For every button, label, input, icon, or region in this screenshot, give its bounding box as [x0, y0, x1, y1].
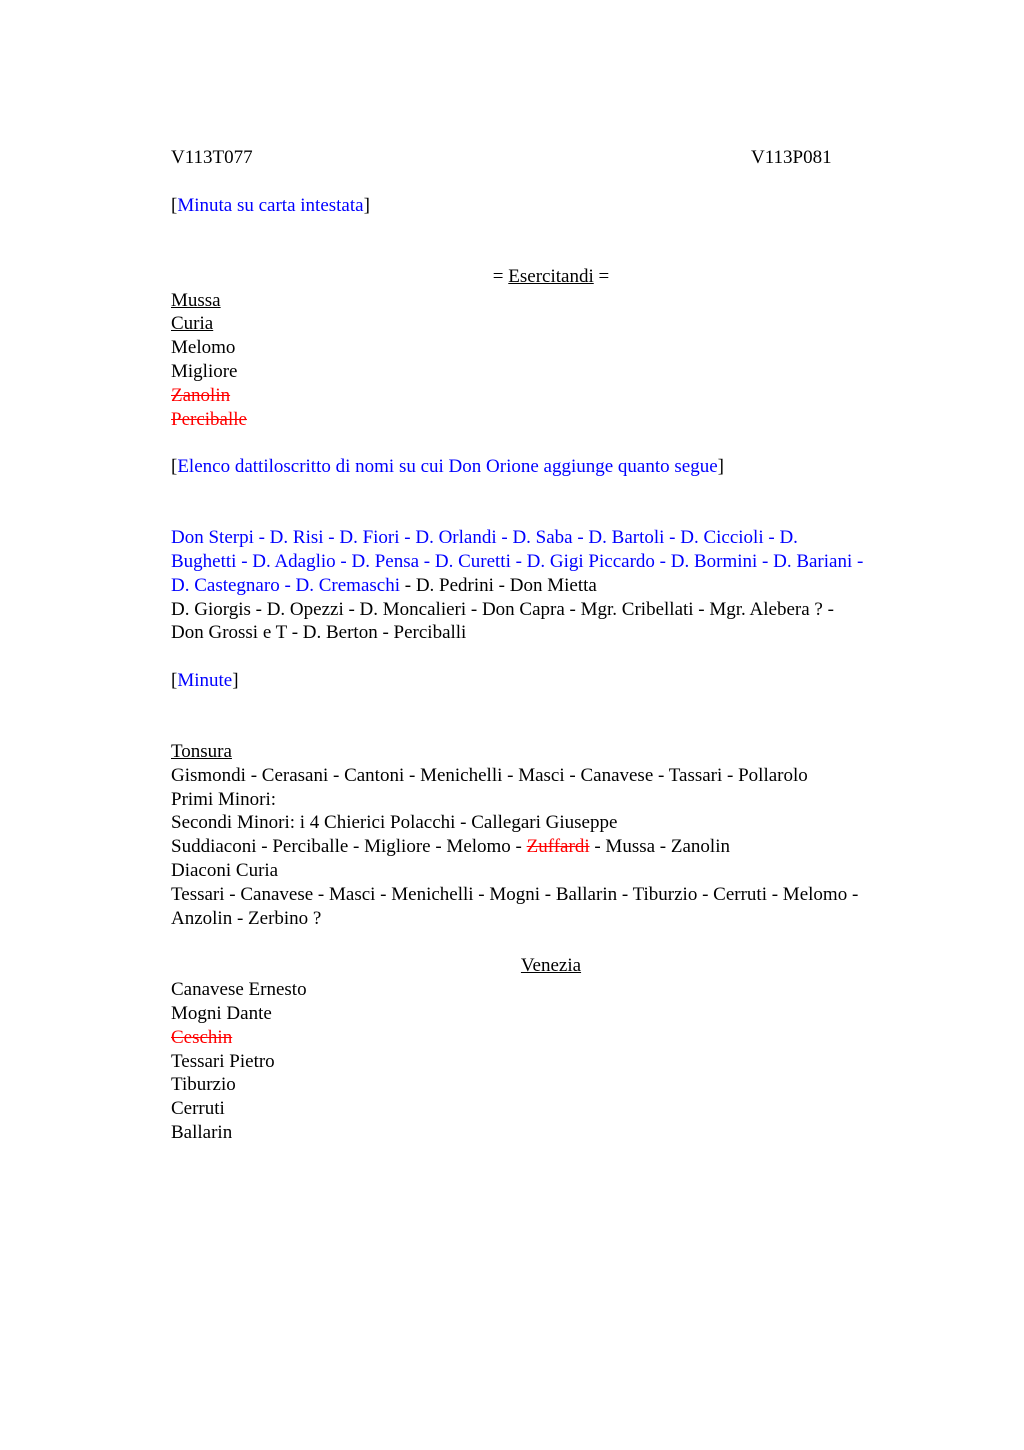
list-item: Tessari Pietro: [171, 1050, 275, 1072]
list-item: Cerruti: [171, 1098, 225, 1120]
list-item: Melomo: [171, 337, 236, 359]
list-item-struck: Ceschin: [171, 1026, 233, 1048]
ordination-line: Suddiaconi - Perciballe - Migliore - Melomo - Zuffardi - Mussa - Zanolin: [171, 836, 730, 858]
list-item-struck: Perciballe: [171, 408, 247, 430]
list-item-struck: Zanolin: [171, 384, 231, 406]
document-code-left: V113T077: [171, 147, 253, 168]
document-code-right: V113P081: [751, 147, 832, 168]
document-page: [171, 146, 931, 1145]
ordination-line: Gismondi - Cerasani - Cantoni - Menichelli - Masci - Canavese - Tassari - Pollarolo: [171, 764, 808, 786]
list-item: Migliore: [171, 360, 238, 382]
list-item: Mogni Dante: [171, 1002, 272, 1024]
editorial-note-typed-list: [Elenco dattiloscritto di nomi su cui Don Orione aggiunge quanto segue]: [171, 456, 724, 478]
section-title-tonsura: Tonsura: [171, 740, 232, 762]
editorial-note-text: Elenco dattiloscritto di nomi su cui Don Orione aggiunge quanto segue: [177, 456, 718, 478]
venezia-list: [171, 978, 931, 1145]
editorial-note-letterhead: [Minuta su carta intestata]: [171, 195, 370, 216]
page-header: [171, 146, 931, 170]
section-title-venezia: Venezia: [520, 955, 582, 977]
list-item: Curia: [171, 313, 214, 335]
clergy-line: Don Sterpi - D. Risi - D. Fiori - D. Orlandi - D. Saba - D. Bartoli - D. Ciccioli - D.: [171, 527, 798, 549]
ordinations-section: [171, 740, 931, 930]
editorial-note-text: Minute: [177, 670, 233, 692]
ordination-line: Anzolin - Zerbino ?: [171, 907, 322, 929]
list-item: Canavese Ernesto: [171, 979, 307, 1001]
list-item: Tiburzio: [171, 1074, 236, 1096]
ordination-line: Primi Minori:: [171, 788, 277, 810]
clergy-line: Bughetti - D. Adaglio - D. Pensa - D. Curetti - D. Gigi Piccardo - D. Bormini - D. Bariani -: [171, 550, 864, 572]
list-item: Mussa: [171, 289, 221, 311]
editorial-note-minute: [Minute]: [171, 670, 239, 692]
struck-name: Zuffardi: [526, 836, 590, 858]
editorial-note-text: Minuta su carta intestata: [177, 195, 364, 216]
ordination-line: Secondi Minori: i 4 Chierici Polacchi - Callegari Giuseppe: [171, 812, 618, 834]
section-title-esercitandi: = Esercitandi =: [492, 265, 610, 287]
ordination-line: Tessari - Canavese - Masci - Menichelli - Mogni - Ballarin - Tiburzio - Cerruti - Melomo -: [171, 883, 859, 905]
clergy-line: Don Grossi e T - D. Berton - Perciballi: [171, 622, 467, 644]
clergy-list: [171, 526, 931, 645]
clergy-line: D. Giorgis - D. Opezzi - D. Moncalieri - Don Capra - Mgr. Cribellati - Mgr. Alebera ? -: [171, 598, 834, 620]
clergy-line: D. Castegnaro - D. Cremaschi - D. Pedrini - Don Mietta: [171, 574, 597, 596]
list-item: Ballarin: [171, 1121, 233, 1143]
ordination-line: Diaconi Curia: [171, 859, 279, 881]
